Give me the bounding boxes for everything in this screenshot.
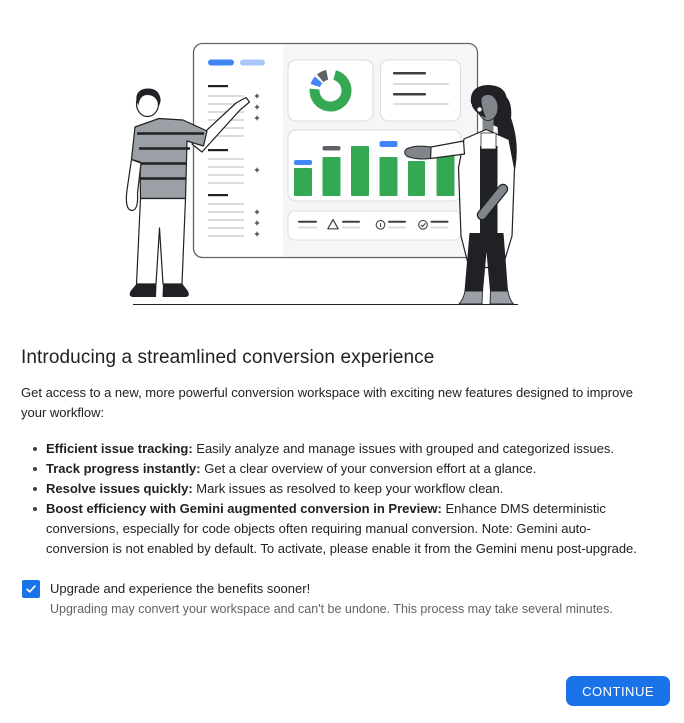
intro-text: Get access to a new, more powerful conversion workspace with exciting new features designed to improve your workflow:	[21, 385, 634, 420]
man-pants	[137, 199, 186, 285]
upgrade-checkbox[interactable]	[22, 580, 40, 598]
upgrade-option-row	[21, 579, 663, 618]
list-item	[33, 479, 643, 499]
bar-chart-card	[288, 130, 461, 201]
continue-button[interactable]: CONTINUE	[566, 676, 670, 706]
checkmark-icon	[24, 582, 38, 596]
woman-shoe-left	[459, 291, 483, 304]
woman-chest	[481, 133, 496, 149]
page-title: Introducing a streamlined conversion experience	[21, 347, 435, 368]
bullet-lead: Boost efficiency with Gemini augmented conversion in Preview:	[46, 501, 442, 516]
donut-chart-card	[288, 60, 373, 121]
bullet-lead: Efficient issue tracking:	[46, 441, 193, 456]
man-left-arm	[126, 160, 141, 211]
issues-row-card	[288, 211, 461, 240]
illustration	[0, 0, 684, 320]
checkbox-text	[50, 579, 613, 618]
list-item	[33, 439, 643, 459]
woman-hand	[405, 146, 431, 159]
checkbox-label[interactable]: Upgrade and experience the benefits sooner!	[50, 581, 311, 596]
woman-top	[480, 146, 498, 234]
bullet-lead: Track progress instantly:	[46, 461, 201, 476]
benefits-list	[21, 439, 663, 559]
list-item	[33, 459, 643, 479]
man-shoe-left	[130, 284, 157, 297]
man-shoe-right	[163, 284, 189, 297]
dialog-content	[21, 345, 663, 618]
summary-lines-card	[381, 60, 461, 121]
bullet-lead: Resolve issues quickly:	[46, 481, 193, 496]
woman-earring	[477, 107, 481, 111]
bullet-rest: Mark issues as resolved to keep your workflow clean.	[192, 481, 504, 496]
bullet-rest: Enhance DMS deterministic conversions, especially for code objects often requiring manual conversion. Note: Gemini auto-conversion is not enabled by default. To activate, please enable it from the Gemini menu post-upgrade.	[46, 501, 637, 556]
woman-shoe-right	[490, 291, 514, 304]
bullet-rest: Get a clear overview of your conversion effort at a glance.	[200, 461, 537, 476]
list-item	[33, 499, 643, 559]
checkbox-note: Upgrading may convert your workspace and can't be undone. This process may take several minutes.	[50, 602, 613, 616]
bullet-rest: Easily analyze and manage issues with grouped and categorized issues.	[192, 441, 614, 456]
